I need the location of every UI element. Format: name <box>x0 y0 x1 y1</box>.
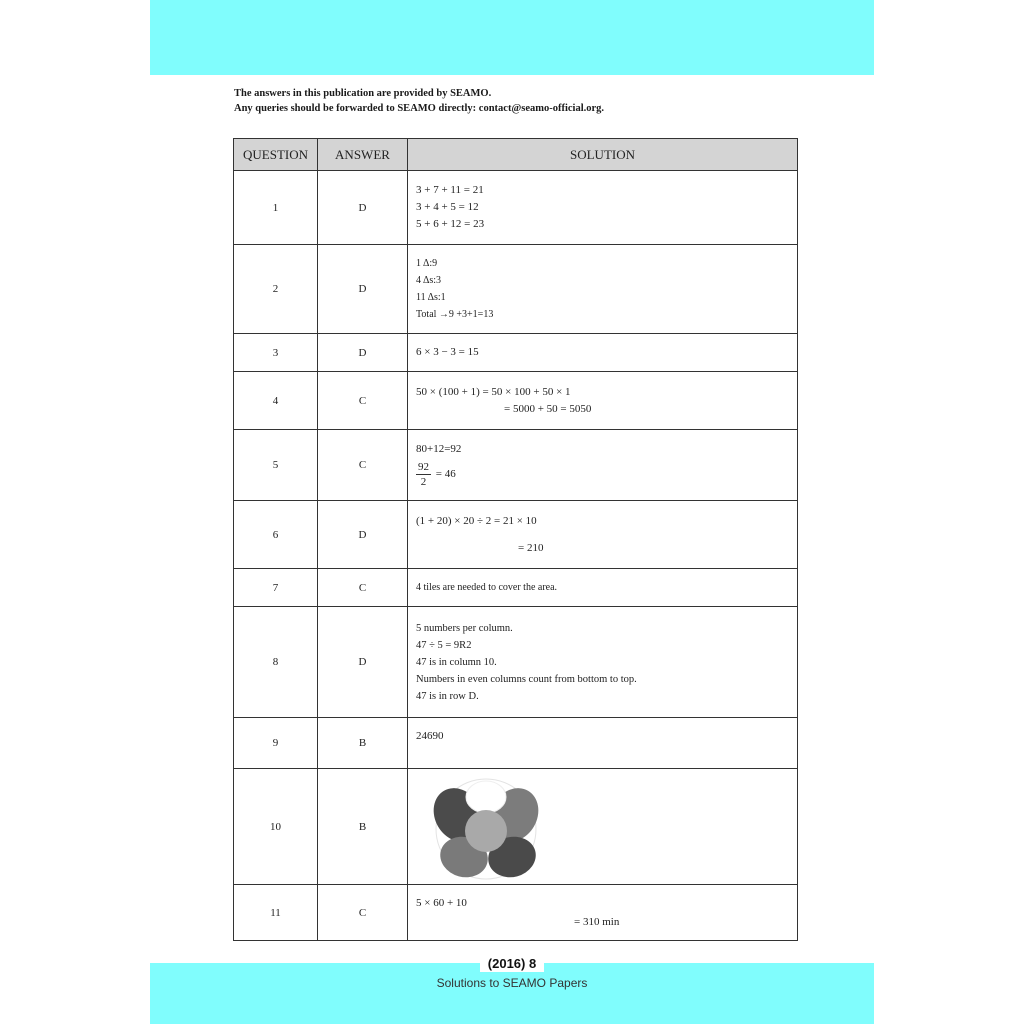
page-number-text: (2016) 8 <box>480 955 544 972</box>
answer-letter: D <box>318 334 408 372</box>
solution-cell <box>408 569 798 607</box>
note-line-2: Any queries should be forwarded to SEAMO directly: contact@seamo-official.org. <box>234 103 605 114</box>
solution-cell <box>408 718 798 769</box>
col-header-answer: ANSWER <box>318 139 408 171</box>
question-number: 1 <box>234 171 318 245</box>
solution-line: = 210 <box>518 541 544 554</box>
fraction-line <box>416 460 789 489</box>
table-row <box>234 430 798 501</box>
solution-line: 47 is in row D. <box>416 690 479 702</box>
solution-line: 47 is in column 10. <box>416 656 497 668</box>
note-line-1: The answers in this publication are provided by SEAMO. <box>234 88 492 99</box>
fraction-result: = 46 <box>435 468 456 481</box>
solution-line: Numbers in even columns count from bottom to top. <box>416 673 637 685</box>
footer-subtitle: Solutions to SEAMO Papers <box>436 976 588 990</box>
answer-letter: C <box>318 569 408 607</box>
flower-petal <box>466 781 506 813</box>
question-number: 9 <box>234 718 318 769</box>
solution-line: 50 × (100 + 1) = 50 × 100 + 50 × 1 <box>416 385 571 398</box>
solution-cell <box>408 501 798 569</box>
table-row <box>234 885 798 941</box>
solution-line: 6 × 3 − 3 = 15 <box>416 346 479 358</box>
table-row <box>234 607 798 718</box>
fraction-denominator: 2 <box>420 476 427 488</box>
question-number: 7 <box>234 569 318 607</box>
solutions-table <box>233 138 798 941</box>
answer-letter: B <box>318 769 408 885</box>
table-row <box>234 372 798 430</box>
solution-line: 80+12=92 <box>416 443 462 455</box>
table-row <box>234 171 798 245</box>
col-header-solution: SOLUTION <box>408 139 798 171</box>
solution-line: Total →9 +3+1=13 <box>416 309 494 320</box>
flower-center <box>465 810 507 852</box>
solution-cell <box>408 885 798 941</box>
table-row <box>234 718 798 769</box>
question-number: 8 <box>234 607 318 718</box>
question-number: 10 <box>234 769 318 885</box>
solution-line: 5 numbers per column. <box>416 622 513 634</box>
solution-line: 5 + 6 + 12 = 23 <box>416 218 485 230</box>
solution-line: = 5000 + 50 = 5050 <box>504 402 592 415</box>
publication-note <box>234 86 604 116</box>
answer-letter: C <box>318 430 408 501</box>
question-number: 6 <box>234 501 318 569</box>
answer-letter: D <box>318 607 408 718</box>
solution-cell <box>408 171 798 245</box>
question-number: 4 <box>234 372 318 430</box>
solution-line: 5 × 60 + 10 <box>416 896 467 909</box>
question-number: 5 <box>234 430 318 501</box>
solution-cell <box>408 430 798 501</box>
solution-line: 11 Δs:1 <box>416 292 446 303</box>
table-row <box>234 501 798 569</box>
bottom-cyan-band <box>150 963 874 1024</box>
solution-line: 3 + 4 + 5 = 12 <box>416 201 479 213</box>
answer-letter: C <box>318 885 408 941</box>
answer-letter: B <box>318 718 408 769</box>
solution-line: 3 + 7 + 11 = 21 <box>416 184 484 196</box>
table-row <box>234 569 798 607</box>
solution-line: 1 Δ:9 <box>416 258 438 269</box>
fraction <box>416 460 431 489</box>
solution-line: = 310 min <box>574 915 620 928</box>
page-number <box>0 956 1024 971</box>
flower-diagram <box>420 771 560 883</box>
solution-line: (1 + 20) × 20 ÷ 2 = 21 × 10 <box>416 514 537 527</box>
solution-line: 4 tiles are needed to cover the area. <box>416 582 558 593</box>
table-row <box>234 334 798 372</box>
question-number: 11 <box>234 885 318 941</box>
solution-line: 47 ÷ 5 = 9R2 <box>416 639 472 651</box>
answer-letter: D <box>318 245 408 334</box>
solution-cell <box>408 607 798 718</box>
answer-letter: D <box>318 171 408 245</box>
answer-letter: D <box>318 501 408 569</box>
fraction-numerator: 92 <box>418 461 429 473</box>
solution-line: 24690 <box>416 730 444 742</box>
solution-line: 4 Δs:3 <box>416 275 442 286</box>
answer-letter: C <box>318 372 408 430</box>
table-row <box>234 769 798 885</box>
question-number: 2 <box>234 245 318 334</box>
col-header-question: QUESTION <box>234 139 318 171</box>
solution-cell <box>408 334 798 372</box>
solution-cell <box>408 372 798 430</box>
table-header-row <box>234 139 798 171</box>
solution-cell <box>408 245 798 334</box>
solution-cell <box>408 769 798 885</box>
question-number: 3 <box>234 334 318 372</box>
top-cyan-band <box>150 0 874 75</box>
table-row <box>234 245 798 334</box>
